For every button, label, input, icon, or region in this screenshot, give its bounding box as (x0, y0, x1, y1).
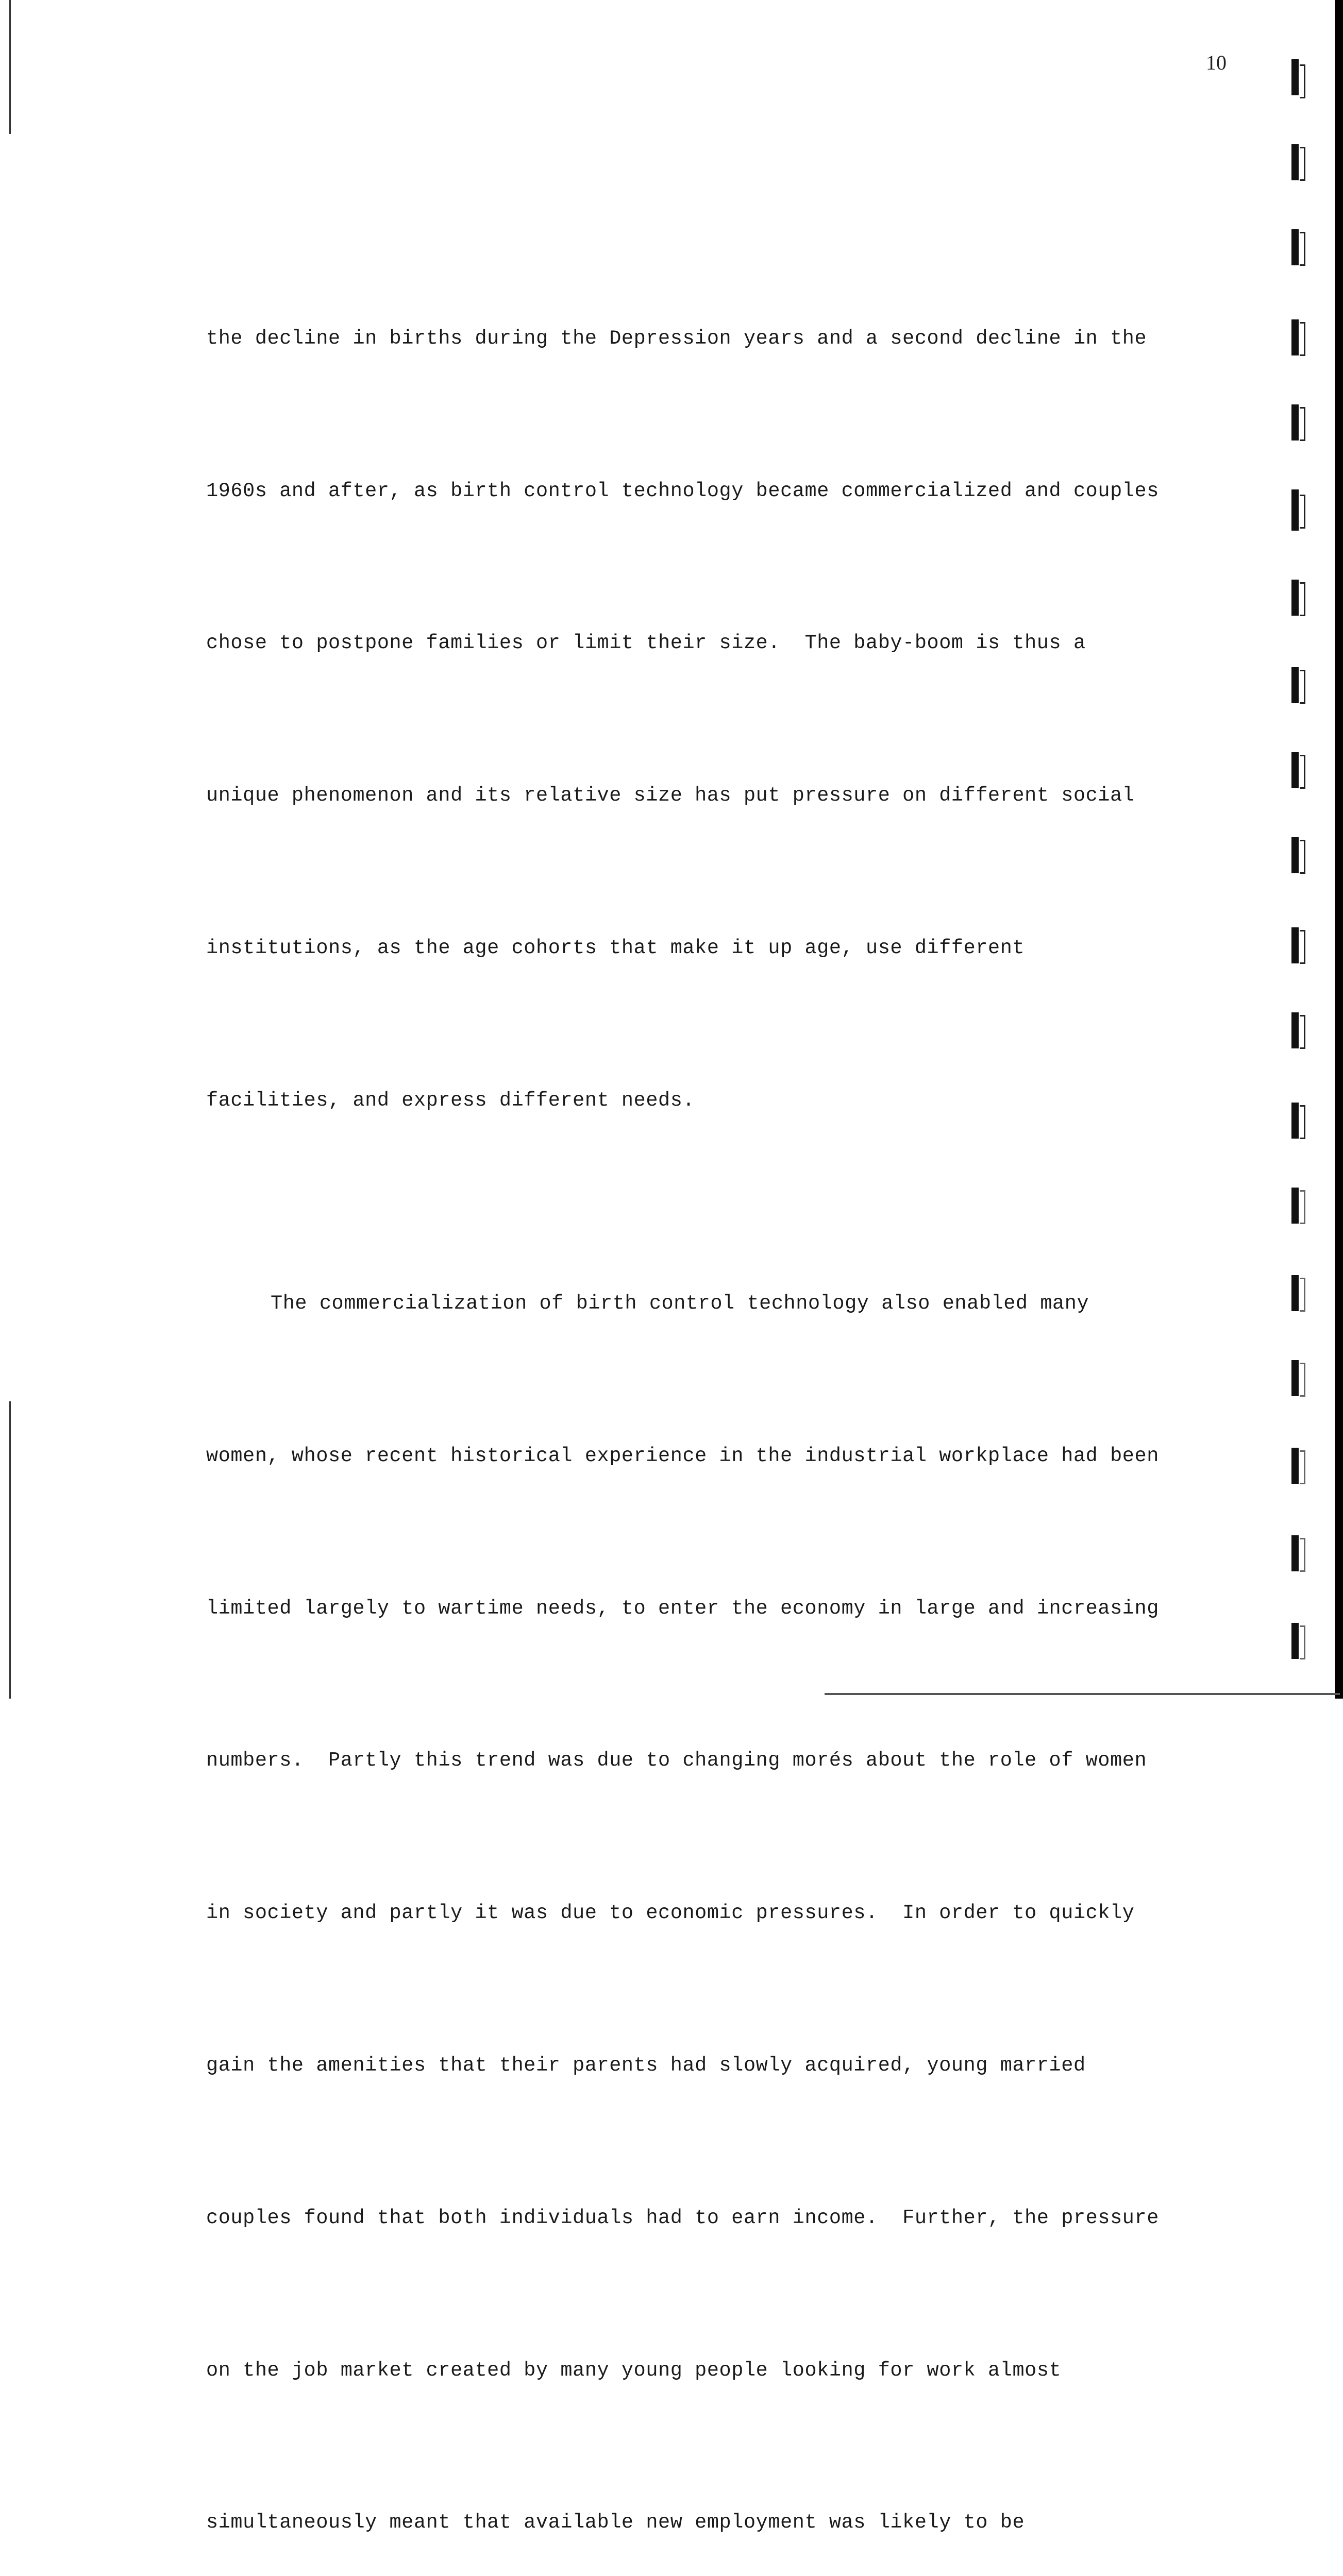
bottom-scan-rule (825, 1693, 1340, 1695)
binding-mark-edge (1300, 1363, 1305, 1397)
binding-mark-edge (1300, 1538, 1305, 1572)
binding-mark (1291, 144, 1299, 180)
binding-mark-edge (1300, 407, 1305, 441)
text-line: numbers. Partly this trend was due to changing morés about the role of women (206, 1749, 1147, 1772)
binding-mark (1291, 837, 1299, 873)
binding-mark (1291, 1012, 1299, 1048)
text-line: on the job market created by many young people looking for work almost (206, 2359, 1062, 2382)
left-edge-artifacts (9, 0, 11, 1699)
binding-mark (1291, 59, 1299, 95)
binding-mark-edge (1300, 1105, 1305, 1139)
binding-mark (1291, 1275, 1299, 1311)
text-line: the decline in births during the Depression years and a second decline in the (206, 327, 1147, 350)
binding-mark (1291, 1188, 1299, 1224)
binding-mark (1291, 1103, 1299, 1139)
body-text (206, 161, 1216, 2576)
binding-mark-edge (1300, 322, 1305, 356)
binding-mark-edge (1300, 582, 1305, 616)
binding-mark (1291, 1535, 1299, 1571)
binding-mark-edge (1300, 840, 1305, 874)
binding-mark-edge (1300, 1450, 1305, 1484)
binding-mark (1291, 1448, 1299, 1484)
text-line: institutions, as the age cohorts that make it up age, use different (206, 936, 1025, 959)
binding-mark (1291, 667, 1299, 703)
binding-mark-edge (1300, 147, 1305, 181)
text-line: couples found that both individuals had to earn income. Further, the pressure (206, 2206, 1159, 2229)
text-line: in society and partly it was due to economic pressures. In order to quickly (206, 1902, 1135, 1925)
binding-mark (1291, 580, 1299, 616)
binding-mark (1291, 404, 1299, 440)
text-line: 1960s and after, as birth control technology became commercialized and couples (206, 479, 1159, 502)
binding-mark-edge (1300, 1015, 1305, 1049)
binding-mark-edge (1300, 755, 1305, 789)
binding-mark (1291, 1360, 1299, 1396)
text-line: simultaneously meant that available new employment was likely to be (206, 2511, 1025, 2534)
binding-mark-edge (1300, 1190, 1305, 1224)
text-line: gain the amenities that their parents had slowly acquired, young married (206, 2054, 1086, 2077)
text-line: facilities, and express different needs. (206, 1089, 695, 1112)
text-line: chose to postpone families or limit their size. The baby-boom is thus a (206, 632, 1086, 655)
text-line: unique phenomenon and its relative size has put pressure on different social (206, 784, 1135, 807)
binding-mark-edge (1300, 1278, 1305, 1312)
page-number: 10 (1206, 51, 1227, 74)
binding-mark (1291, 752, 1299, 788)
binding-mark-edge (1300, 64, 1305, 98)
binding-mark-edge (1300, 930, 1305, 964)
binding-mark (1291, 489, 1299, 531)
binding-mark-edge (1300, 495, 1305, 529)
binding-mark (1291, 1623, 1299, 1659)
binding-mark-edge (1300, 232, 1305, 266)
text-line: women, whose recent historical experience in the industrial workplace had been (206, 1444, 1159, 1467)
text-line: limited largely to wartime needs, to enter the economy in large and increasing (206, 1597, 1159, 1620)
binding-mark (1291, 927, 1299, 963)
binding-mark (1291, 229, 1299, 265)
left-rule (9, 0, 11, 134)
left-rule (9, 1401, 11, 1699)
right-scan-border (1335, 0, 1343, 1699)
binding-marks (1288, 49, 1319, 1692)
binding-mark-edge (1300, 670, 1305, 704)
text-line: The commercialization of birth control technology also enabled many (271, 1292, 1089, 1315)
binding-mark (1291, 319, 1299, 355)
binding-mark-edge (1300, 1625, 1305, 1659)
